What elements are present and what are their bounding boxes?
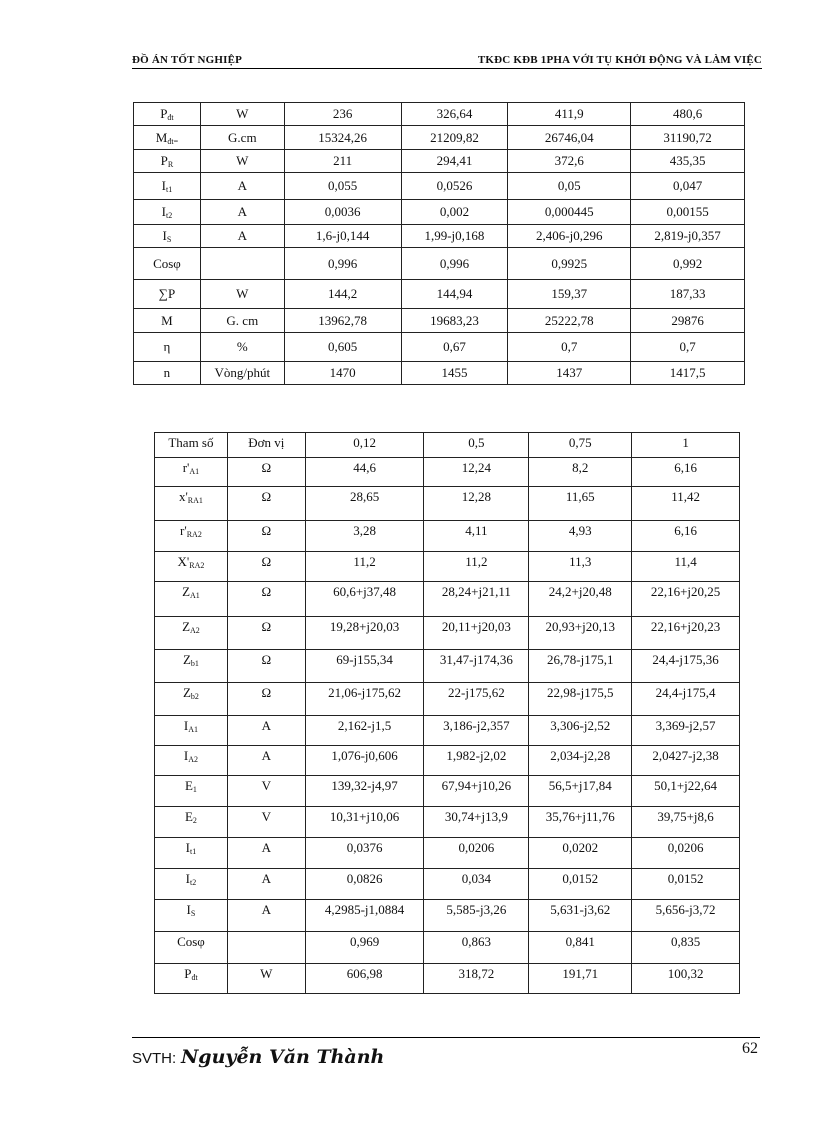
- value-cell: 11,2: [305, 552, 424, 582]
- value-cell: 1437: [508, 362, 631, 385]
- param-subscript: A1: [188, 725, 198, 734]
- value-cell: 1455: [401, 362, 508, 385]
- value-cell: 0,841: [529, 932, 632, 964]
- value-cell: 5,631-j3,62: [529, 900, 632, 932]
- param-symbol: I: [183, 748, 189, 763]
- value-cell: 0,0036: [284, 200, 401, 225]
- value-cell: 0,034: [424, 869, 529, 900]
- param-symbol: I: [185, 871, 190, 886]
- param-subscript: 1: [192, 785, 197, 794]
- param-cell: [134, 225, 201, 248]
- param-symbol: I: [183, 718, 189, 733]
- value-cell: 22,16+j20,25: [632, 582, 740, 617]
- param-subscript: RA2: [189, 561, 205, 570]
- value-cell: 67,94+j10,26: [424, 776, 529, 807]
- value-cell: 24,4-j175,4: [632, 683, 740, 716]
- value-cell: 0,0152: [632, 869, 740, 900]
- value-cell: 11,42: [632, 487, 740, 521]
- value-cell: 480,6: [631, 103, 745, 126]
- param-symbol: P: [184, 966, 192, 981]
- table-row: [155, 964, 740, 994]
- value-cell: 22,16+j20,23: [632, 617, 740, 650]
- param-subscript: đt=: [167, 136, 179, 146]
- header-value: 1: [632, 433, 740, 458]
- value-cell: 25222,78: [508, 309, 631, 333]
- value-cell: 0,0376: [305, 838, 424, 869]
- param-symbol: I: [161, 204, 166, 219]
- footer-divider: [132, 1037, 760, 1038]
- table-row: [134, 126, 745, 150]
- value-cell: 44,6: [305, 458, 424, 487]
- table-row: [155, 683, 740, 716]
- value-cell: 21209,82: [401, 126, 508, 150]
- param-symbol: Cosφ: [153, 255, 181, 271]
- param-cell: [155, 869, 228, 900]
- value-cell: 0,000445: [508, 200, 631, 225]
- value-cell: 4,2985-j1,0884: [305, 900, 424, 932]
- param-symbol: Z: [182, 619, 191, 634]
- param-symbol: P: [160, 153, 168, 168]
- header-value: 0,5: [424, 433, 529, 458]
- table-row: [134, 309, 745, 333]
- param-cell: [155, 683, 228, 716]
- param-symbol: n: [163, 365, 171, 380]
- unit-cell: Ω: [227, 521, 305, 552]
- table-row: [134, 173, 745, 200]
- unit-cell: Ω: [227, 552, 305, 582]
- value-cell: 31,47-j174,36: [424, 650, 529, 683]
- param-cell: [155, 617, 228, 650]
- value-cell: 2,162-j1,5: [305, 716, 424, 746]
- value-cell: 3,306-j2,52: [529, 716, 632, 746]
- unit-cell: A: [227, 716, 305, 746]
- param-symbol: x': [178, 489, 188, 504]
- unit-cell: A: [227, 900, 305, 932]
- value-cell: 2,406-j0,296: [508, 225, 631, 248]
- param-subscript: R: [167, 160, 174, 169]
- param-cell: [155, 552, 228, 582]
- param-cell: [134, 126, 201, 150]
- value-cell: 22-j175,62: [424, 683, 529, 716]
- param-subscript: t2: [189, 878, 197, 887]
- param-symbol: I: [185, 840, 190, 855]
- param-cell: [155, 932, 228, 964]
- param-cell: [155, 650, 228, 683]
- value-cell: 56,5+j17,84: [529, 776, 632, 807]
- unit-cell: %: [200, 333, 284, 362]
- param-symbol: M: [155, 129, 168, 145]
- value-cell: 191,71: [529, 964, 632, 994]
- param-cell: [134, 309, 201, 333]
- value-cell: 411,9: [508, 103, 631, 126]
- value-cell: 236: [284, 103, 401, 126]
- value-cell: 26,78-j175,1: [529, 650, 632, 683]
- value-cell: 294,41: [401, 150, 508, 173]
- value-cell: 0,0206: [424, 838, 529, 869]
- value-cell: 11,4: [632, 552, 740, 582]
- param-symbol: Z: [182, 652, 191, 667]
- param-cell: [155, 458, 228, 487]
- param-symbol: E: [184, 778, 193, 793]
- unit-cell: [227, 932, 305, 964]
- unit-cell: Vòng/phút: [200, 362, 284, 385]
- unit-cell: Ω: [227, 650, 305, 683]
- param-cell: [134, 248, 201, 280]
- value-cell: 22,98-j175,5: [529, 683, 632, 716]
- table-row: [155, 932, 740, 964]
- value-cell: 211: [284, 150, 401, 173]
- param-cell: [155, 964, 228, 994]
- page-header: [132, 54, 762, 69]
- table-row: [134, 280, 745, 309]
- value-cell: 19683,23: [401, 309, 508, 333]
- value-cell: 0,7: [631, 333, 745, 362]
- param-cell: [134, 150, 201, 173]
- value-cell: 0,969: [305, 932, 424, 964]
- value-cell: 69-j155,34: [305, 650, 424, 683]
- value-cell: 12,28: [424, 487, 529, 521]
- unit-cell: V: [227, 776, 305, 807]
- param-symbol: r': [182, 460, 190, 475]
- value-cell: 11,3: [529, 552, 632, 582]
- param-cell: [155, 487, 228, 521]
- param-cell: [134, 173, 201, 200]
- unit-cell: W: [227, 964, 305, 994]
- value-cell: 0,0152: [529, 869, 632, 900]
- unit-cell: V: [227, 807, 305, 838]
- unit-cell: W: [200, 280, 284, 309]
- param-cell: [155, 521, 228, 552]
- unit-cell: Ω: [227, 683, 305, 716]
- value-cell: 15324,26: [284, 126, 401, 150]
- footer-author: [132, 1046, 384, 1069]
- value-cell: 0,002: [401, 200, 508, 225]
- table-row: [155, 716, 740, 746]
- param-cell: [155, 582, 228, 617]
- param-symbol: ∑P: [158, 286, 176, 301]
- value-cell: 11,65: [529, 487, 632, 521]
- value-cell: 31190,72: [631, 126, 745, 150]
- param-symbol: r': [180, 523, 187, 538]
- param-cell: [134, 280, 201, 309]
- header-param: Tham số: [155, 433, 228, 458]
- value-cell: 326,64: [401, 103, 508, 126]
- param-subscript: S: [166, 235, 172, 244]
- performance-table-1: [133, 102, 745, 385]
- value-cell: 0,996: [284, 248, 401, 280]
- param-symbol: P: [160, 106, 168, 121]
- table-row: [134, 200, 745, 225]
- value-cell: 60,6+j37,48: [305, 582, 424, 617]
- param-cell: [155, 716, 228, 746]
- table-row: [155, 617, 740, 650]
- value-cell: 11,2: [424, 552, 529, 582]
- table-row: [134, 333, 745, 362]
- table-row: [155, 552, 740, 582]
- param-cell: [134, 362, 201, 385]
- value-cell: 0,0826: [305, 869, 424, 900]
- value-cell: 20,11+j20,03: [424, 617, 529, 650]
- param-subscript: t2: [165, 211, 173, 220]
- value-cell: 5,585-j3,26: [424, 900, 529, 932]
- value-cell: 144,2: [284, 280, 401, 309]
- table-row: [155, 458, 740, 487]
- param-subscript: A1: [189, 467, 200, 476]
- value-cell: 100,32: [632, 964, 740, 994]
- unit-cell: W: [200, 150, 284, 173]
- param-subscript: b2: [190, 692, 199, 701]
- header-value: 0,12: [305, 433, 424, 458]
- unit-cell: A: [227, 838, 305, 869]
- value-cell: 39,75+j8,6: [632, 807, 740, 838]
- param-symbol: Z: [182, 685, 191, 700]
- param-subscript: 2: [192, 816, 197, 825]
- parameter-table-2: [154, 432, 740, 994]
- param-cell: [134, 103, 201, 126]
- value-cell: 0,00155: [631, 200, 745, 225]
- value-cell: 8,2: [529, 458, 632, 487]
- value-cell: 0,605: [284, 333, 401, 362]
- value-cell: 139,32-j4,97: [305, 776, 424, 807]
- table-header-row: [155, 433, 740, 458]
- table-row: [155, 650, 740, 683]
- value-cell: 29876: [631, 309, 745, 333]
- table-row: [155, 582, 740, 617]
- author-label: SVTH:: [132, 1050, 177, 1067]
- param-subscript: A2: [188, 755, 198, 764]
- page-number: 62: [742, 1040, 758, 1057]
- unit-cell: G. cm: [200, 309, 284, 333]
- param-symbol: Z: [182, 584, 191, 599]
- value-cell: 10,31+j10,06: [305, 807, 424, 838]
- unit-cell: A: [227, 746, 305, 776]
- value-cell: 2,0427-j2,38: [632, 746, 740, 776]
- param-symbol: X': [177, 554, 190, 569]
- param-cell: [155, 900, 228, 932]
- unit-cell: [200, 248, 284, 280]
- value-cell: 3,369-j2,57: [632, 716, 740, 746]
- param-cell: [155, 807, 228, 838]
- unit-cell: A: [200, 225, 284, 248]
- param-symbol: η: [163, 339, 171, 354]
- param-cell: [134, 200, 201, 225]
- unit-cell: Ω: [227, 487, 305, 521]
- header-value: 0,75: [529, 433, 632, 458]
- value-cell: 2,819-j0,357: [631, 225, 745, 248]
- value-cell: 2,034-j2,28: [529, 746, 632, 776]
- value-cell: 3,28: [305, 521, 424, 552]
- value-cell: 21,06-j175,62: [305, 683, 424, 716]
- value-cell: 20,93+j20,13: [529, 617, 632, 650]
- value-cell: 1470: [284, 362, 401, 385]
- table-row: [155, 838, 740, 869]
- unit-cell: Ω: [227, 617, 305, 650]
- unit-cell: A: [200, 200, 284, 225]
- unit-cell: Ω: [227, 458, 305, 487]
- param-subscript: t1: [165, 185, 173, 194]
- value-cell: 1,076-j0,606: [305, 746, 424, 776]
- value-cell: 30,74+j13,9: [424, 807, 529, 838]
- value-cell: 6,16: [632, 458, 740, 487]
- value-cell: 159,37: [508, 280, 631, 309]
- param-subscript: A1: [190, 591, 200, 600]
- table-row: [155, 521, 740, 552]
- table-row: [155, 776, 740, 807]
- unit-cell: W: [200, 103, 284, 126]
- value-cell: 372,6: [508, 150, 631, 173]
- value-cell: 24,2+j20,48: [529, 582, 632, 617]
- value-cell: 24,4-j175,36: [632, 650, 740, 683]
- table-row: [155, 487, 740, 521]
- param-cell: [134, 333, 201, 362]
- unit-cell: G.cm: [200, 126, 284, 150]
- value-cell: 3,186-j2,357: [424, 716, 529, 746]
- value-cell: 0,0526: [401, 173, 508, 200]
- value-cell: 0,7: [508, 333, 631, 362]
- unit-cell: A: [200, 173, 284, 200]
- param-subscript: RA1: [187, 496, 203, 505]
- param-subscript: đt: [167, 113, 174, 122]
- value-cell: 0,0202: [529, 838, 632, 869]
- param-subscript: đt: [191, 973, 198, 982]
- value-cell: 0,67: [401, 333, 508, 362]
- param-subscript: RA2: [186, 530, 202, 539]
- param-symbol: I: [161, 178, 166, 193]
- value-cell: 19,28+j20,03: [305, 617, 424, 650]
- param-subscript: b1: [190, 659, 199, 668]
- unit-cell: Ω: [227, 582, 305, 617]
- table-row: [155, 869, 740, 900]
- value-cell: 606,98: [305, 964, 424, 994]
- param-symbol: Cosφ: [177, 934, 205, 949]
- header-right-title: TKĐC KĐB 1PHA VỚI TỤ KHỞI ĐỘNG VÀ LÀM VIỆC: [477, 54, 762, 66]
- value-cell: 318,72: [424, 964, 529, 994]
- value-cell: 0,9925: [508, 248, 631, 280]
- table-row: [155, 746, 740, 776]
- value-cell: 4,93: [529, 521, 632, 552]
- value-cell: 50,1+j22,64: [632, 776, 740, 807]
- unit-cell: A: [227, 869, 305, 900]
- value-cell: 6,16: [632, 521, 740, 552]
- author-name: Nguyễn Văn Thành: [180, 1046, 385, 1068]
- table-row: [134, 248, 745, 280]
- value-cell: 13962,78: [284, 309, 401, 333]
- value-cell: 187,33: [631, 280, 745, 309]
- param-cell: [155, 776, 228, 807]
- table-row: [155, 807, 740, 838]
- value-cell: 0,863: [424, 932, 529, 964]
- table-row: [134, 150, 745, 173]
- value-cell: 0,835: [632, 932, 740, 964]
- param-symbol: I: [186, 902, 191, 917]
- value-cell: 435,35: [631, 150, 745, 173]
- value-cell: 1,6-j0,144: [284, 225, 401, 248]
- param-cell: [155, 838, 228, 869]
- value-cell: 5,656-j3,72: [632, 900, 740, 932]
- param-subscript: S: [190, 909, 196, 918]
- value-cell: 35,76+j11,76: [529, 807, 632, 838]
- header-unit: Đơn vị: [227, 433, 305, 458]
- value-cell: 0,047: [631, 173, 745, 200]
- table-row: [134, 103, 745, 126]
- value-cell: 0,996: [401, 248, 508, 280]
- value-cell: 1417,5: [631, 362, 745, 385]
- value-cell: 144,94: [401, 280, 508, 309]
- header-left-title: ĐỒ ÁN TỐT NGHIỆP: [132, 54, 243, 66]
- value-cell: 26746,04: [508, 126, 631, 150]
- table-row: [134, 225, 745, 248]
- table-row: [134, 362, 745, 385]
- value-cell: 1,99-j0,168: [401, 225, 508, 248]
- param-cell: [155, 746, 228, 776]
- value-cell: 4,11: [424, 521, 529, 552]
- value-cell: 28,65: [305, 487, 424, 521]
- param-symbol: I: [162, 228, 167, 243]
- value-cell: 0,055: [284, 173, 401, 200]
- value-cell: 0,05: [508, 173, 631, 200]
- value-cell: 12,24: [424, 458, 529, 487]
- value-cell: 0,992: [631, 248, 745, 280]
- value-cell: 28,24+j21,11: [424, 582, 529, 617]
- table-row: [155, 900, 740, 932]
- param-symbol: E: [184, 809, 193, 824]
- value-cell: 0,0206: [632, 838, 740, 869]
- param-subscript: t1: [189, 847, 197, 856]
- param-subscript: A2: [190, 626, 200, 635]
- param-symbol: M: [161, 312, 173, 328]
- value-cell: 1,982-j2,02: [424, 746, 529, 776]
